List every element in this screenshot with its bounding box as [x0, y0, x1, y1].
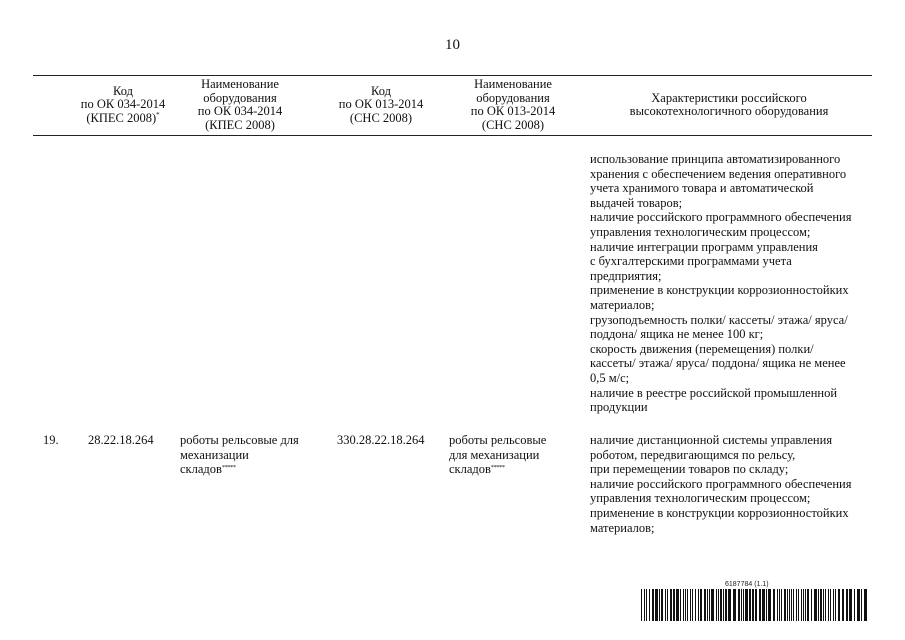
barcode-bar: [857, 589, 860, 621]
text-line: кассеты/ этажа/ яруса/ поддона/ ящика не менее: [590, 356, 846, 371]
text-line: наличие интеграции программ управления: [590, 239, 818, 254]
row-code-okpd: 28.22.18.264: [88, 433, 154, 447]
header-line: (КПЕС 2008)*: [86, 110, 160, 125]
text-line: продукции: [590, 400, 648, 415]
text-line: 0,5 м/с;: [590, 370, 630, 385]
barcode-bar: [676, 589, 679, 621]
barcode-bar: [695, 589, 696, 621]
text-line: учета хранимого товара и автоматической: [590, 181, 814, 196]
barcode-bar: [670, 589, 672, 621]
barcode-bar: [828, 589, 829, 621]
barcode-bar: [773, 589, 775, 621]
barcode-bar: [854, 589, 855, 621]
barcode-bar: [825, 589, 826, 621]
page-number: 10: [445, 37, 460, 53]
barcode-bar: [687, 589, 688, 621]
barcode-bar: [820, 589, 822, 621]
barcode-bar: [644, 589, 645, 621]
barcode-bar: [861, 589, 862, 621]
barcode-bar: [835, 589, 836, 621]
barcode-bar: [784, 589, 786, 621]
table-header-rule: [33, 135, 872, 136]
barcode-bar: [752, 589, 754, 621]
barcode-bar: [781, 589, 782, 621]
barcode-bar: [665, 589, 666, 621]
barcode-bar: [692, 589, 693, 621]
barcode-bar: [766, 589, 767, 621]
barcode-bar: [741, 589, 742, 621]
barcode-bar: [690, 589, 691, 621]
header-line: по ОК 034-2014: [80, 97, 166, 112]
barcode-bar: [680, 589, 681, 621]
barcode-bar: [723, 589, 724, 621]
barcode-bar: [733, 589, 736, 621]
text-line: материалов;: [590, 520, 655, 535]
continued-characteristics: [590, 152, 851, 415]
header-line: Характеристики российского: [651, 90, 807, 105]
barcode-bar: [673, 589, 675, 621]
header-line: по ОК 013-2014: [470, 104, 556, 118]
barcode-bar: [805, 589, 806, 621]
text-line: роботы рельсовые для: [180, 433, 299, 447]
header-line: Код: [113, 83, 133, 98]
barcode-bar: [743, 589, 744, 621]
header-name-okpd: [177, 77, 303, 133]
footnote-mark: *****: [221, 464, 236, 472]
barcode-bar: [716, 589, 717, 621]
text-line: предприятия;: [590, 268, 662, 283]
barcode-bar: [698, 589, 699, 621]
barcode-label: 6187784 (1.1): [725, 581, 769, 588]
text-line: управления технологическим процессом;: [590, 224, 811, 239]
barcode: [641, 589, 869, 621]
footnote-mark: *****: [490, 464, 505, 472]
barcode-bar: [803, 589, 804, 621]
footnote-mark: *: [156, 110, 160, 119]
header-line: оборудования: [203, 90, 277, 105]
text-line: для механизации: [449, 447, 540, 462]
header-line: по ОК 034-2014: [197, 104, 283, 118]
text-line: выдачей товаров;: [590, 195, 683, 210]
text-line: управления технологическим процессом;: [590, 491, 811, 506]
text-line: складов*****: [180, 462, 236, 477]
header-line: высокотехнологичного оборудования: [629, 104, 829, 118]
barcode-bar: [709, 589, 710, 621]
text-line: хранения с обеспечением ведения оперативного: [590, 166, 847, 181]
barcode-bar: [725, 589, 727, 621]
barcode-bar: [798, 589, 799, 621]
barcode-bar: [759, 589, 761, 621]
barcode-bar: [777, 589, 778, 621]
header-line: Наименование: [201, 77, 279, 91]
barcode-bar: [711, 589, 714, 621]
table-top-rule: [33, 75, 872, 76]
barcode-bar: [683, 589, 684, 621]
barcode-bar: [811, 589, 812, 621]
header-characteristics: [588, 77, 870, 133]
text-line: применение в конструкции коррозионностойких: [590, 283, 849, 298]
text-line: при перемещении товаров по складу;: [590, 462, 789, 477]
barcode-bar: [762, 589, 765, 621]
text-line: наличие российского программного обеспечения: [590, 210, 852, 225]
barcode-bar: [818, 589, 819, 621]
barcode-bar: [667, 589, 668, 621]
text-line: с бухгалтерскими программами учета: [590, 254, 792, 269]
barcode-bar: [700, 589, 702, 621]
barcode-bar: [738, 589, 740, 621]
barcode-bar: [655, 589, 658, 621]
barcode-bar: [846, 589, 848, 621]
header-line: (КПЕС 2008): [205, 117, 275, 132]
row-name-okpd: [180, 433, 299, 477]
barcode-bar: [779, 589, 780, 621]
barcode-bar: [791, 589, 792, 621]
barcode-bar: [789, 589, 790, 621]
barcode-bar: [646, 589, 647, 621]
text-line: материалов;: [590, 297, 655, 312]
barcode-bar: [864, 589, 867, 621]
barcode-bar: [641, 589, 642, 621]
text-line: наличие российского программного обеспечения: [590, 476, 852, 491]
barcode-bar: [842, 589, 844, 621]
barcode-bar: [849, 589, 852, 621]
text-line: складов*****: [449, 462, 505, 477]
header-line: (СНС 2008): [349, 110, 413, 125]
header-line: Код: [371, 83, 391, 98]
text-line: наличие в реестре российской промышленной: [590, 385, 838, 400]
text-line: роботом, передвигающимся по рельсу,: [590, 447, 796, 462]
barcode-bar: [720, 589, 722, 621]
barcode-bar: [707, 589, 708, 621]
barcode-bar: [661, 589, 663, 621]
text-line: использование принципа автоматизированного: [590, 152, 841, 166]
barcode-bar: [745, 589, 748, 621]
text-line: поддона/ ящика не менее 100 кг;: [590, 327, 764, 342]
barcode-bar: [755, 589, 757, 621]
text-line: механизации: [180, 447, 249, 462]
barcode-bar: [787, 589, 788, 621]
row-number: 19.: [43, 433, 59, 447]
text-line: роботы рельсовые: [449, 433, 547, 447]
barcode-bar: [749, 589, 751, 621]
text-line: применение в конструкции коррозионностойких: [590, 505, 849, 520]
header-code-okpd: [58, 77, 188, 133]
row-code-oktmo: 330.28.22.18.264: [337, 433, 425, 447]
barcode-bar: [728, 589, 731, 621]
barcode-bar: [685, 589, 686, 621]
row-name-oktmo: [449, 433, 546, 477]
text-line: грузоподъемность полки/ кассеты/ этажа/ яруса/: [590, 312, 848, 327]
header-code-oktmo: [318, 77, 444, 133]
barcode-bar: [704, 589, 706, 621]
barcode-bar: [814, 589, 817, 621]
barcode-bar: [801, 589, 802, 621]
barcode-bar: [768, 589, 771, 621]
barcode-bar: [823, 589, 824, 621]
barcode-bar: [807, 589, 809, 621]
barcode-bar: [652, 589, 654, 621]
barcode-bar: [796, 589, 797, 621]
header-line: оборудования: [476, 90, 550, 105]
header-line: (СНС 2008): [481, 117, 545, 132]
barcode-bar: [793, 589, 794, 621]
barcode-bar: [649, 589, 650, 621]
barcode-bar: [830, 589, 831, 621]
header-name-oktmo: [447, 77, 579, 133]
barcode-bar: [833, 589, 834, 621]
header-line: по ОК 013-2014: [338, 97, 424, 112]
text-line: скорость движения (перемещения) полки/: [590, 341, 814, 356]
header-line: Наименование: [474, 77, 552, 91]
text-line: наличие дистанционной системы управления: [590, 433, 833, 447]
barcode-bar: [659, 589, 660, 621]
row-characteristics: [590, 433, 851, 535]
barcode-bar: [718, 589, 719, 621]
barcode-bar: [838, 589, 840, 621]
